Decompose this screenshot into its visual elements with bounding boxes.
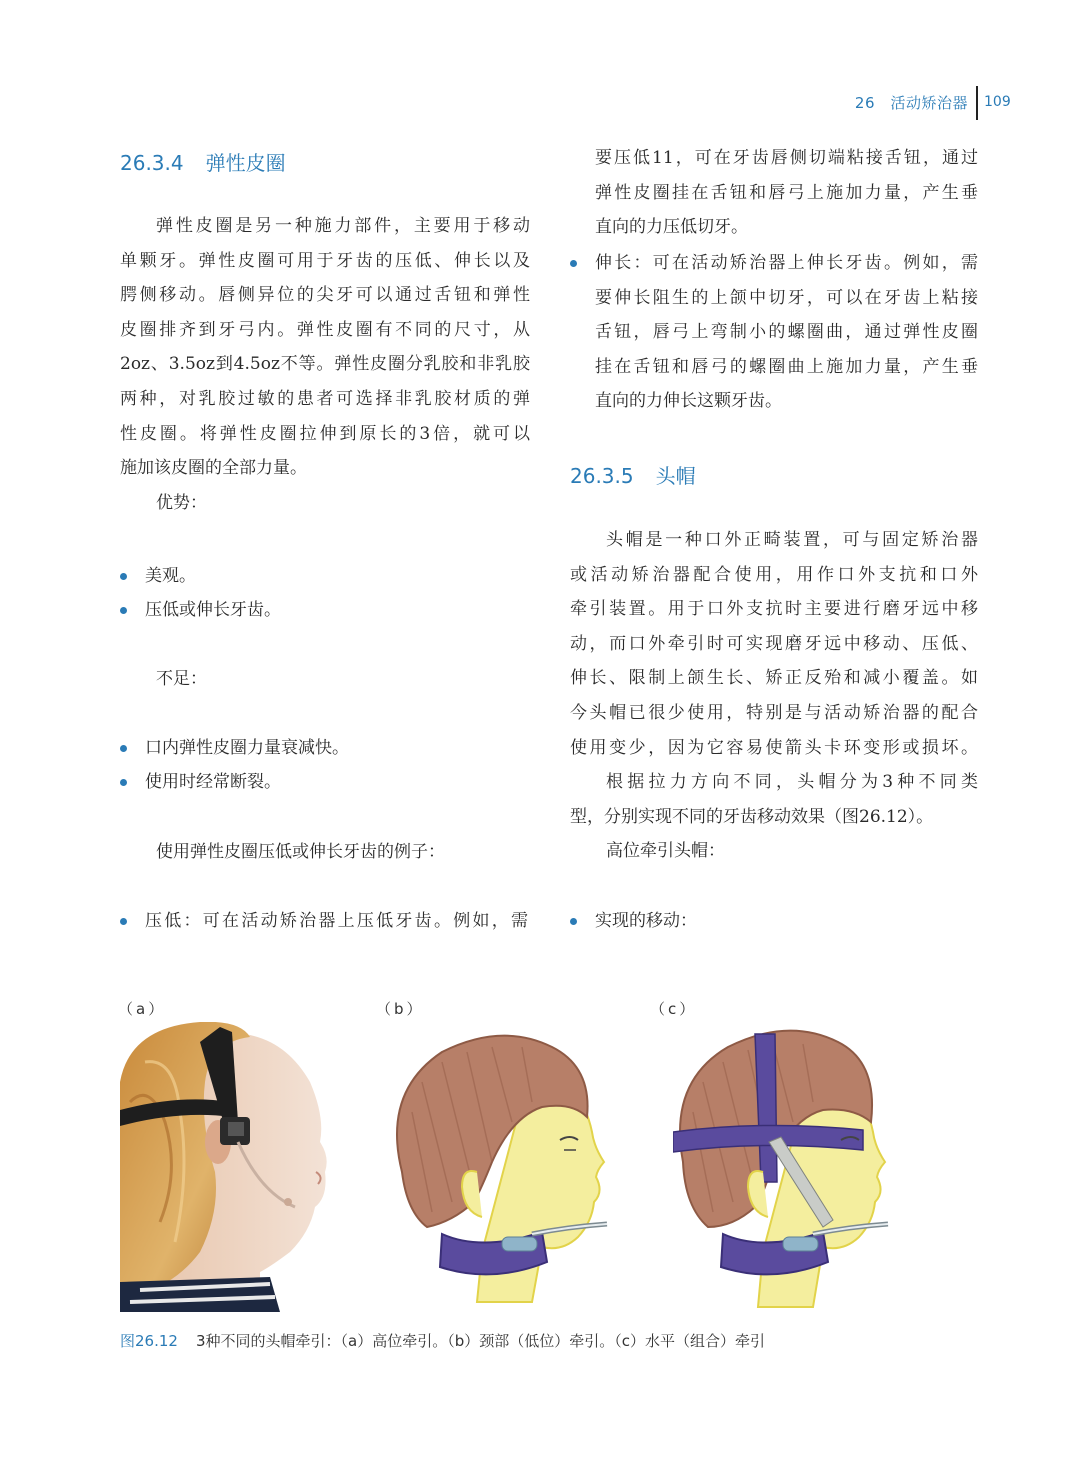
text-line: 直向的力压低切牙。 xyxy=(595,217,748,238)
headgear-paragraph xyxy=(570,523,978,869)
figure-caption xyxy=(120,1330,765,1351)
figure-panel-a xyxy=(120,1022,335,1312)
figure-caption-text: 3种不同的头帽牵引：（a）高位牵引。（b）颈部（低位）牵引。（c）水平（组合）牵引 xyxy=(195,1332,765,1350)
text-line: 弹性皮圈是另一种施力部件，主要用于移动 xyxy=(156,216,530,236)
text-line: 型，分别实现不同的牙齿移动效果（图26.12）。 xyxy=(570,806,934,827)
figure-panel-c xyxy=(673,1022,903,1312)
text-line: 要伸长阻生的上颌中切牙，可以在牙齿上粘接 xyxy=(595,287,978,308)
section-heading-26-3-4 xyxy=(120,147,286,176)
advantage-item: 美观。 xyxy=(145,566,196,586)
text-line: 直向的力伸长这颗牙齿。 xyxy=(595,391,782,412)
figure-label-c: （c） xyxy=(650,1000,698,1018)
figure-number: 图26.12 xyxy=(120,1332,178,1350)
text-line: 今头帽已很少使用，特别是与活动矫治器的配合 xyxy=(570,702,978,723)
advantage-item: 压低或伸长牙齿。 xyxy=(145,600,281,620)
text-line: 挂在舌钮和唇弓的螺圈曲上施加力量，产生垂 xyxy=(595,356,978,377)
text-line: 牵引装置。用于口外支抗时主要进行磨牙远中移 xyxy=(570,599,978,620)
text-line: 或活动矫治器配合使用，用作口外支抗和口外 xyxy=(570,564,978,585)
figure-label-a: （a） xyxy=(118,1000,167,1018)
text-line: 两种，对乳胶过敏的患者可选择非乳胶材质的弹 xyxy=(120,388,530,409)
text-line: 2oz、3.5oz到4.5oz不等。弹性皮圈分乳胶和非乳胶 xyxy=(120,354,530,375)
bullet-dot xyxy=(120,607,127,614)
disadvantage-item: 使用时经常断裂。 xyxy=(145,772,281,792)
intrusion-bullet xyxy=(145,904,528,939)
text-line: 施加该皮圈的全部力量。 xyxy=(120,458,307,479)
bullet-dot xyxy=(120,745,127,752)
bullet-dot xyxy=(120,573,127,580)
text-line: 要压低11，可在牙齿唇侧切端粘接舌钮，通过 xyxy=(595,148,978,168)
text-line: 腭侧移动。唇侧异位的尖牙可以通过舌钮和弹性 xyxy=(120,285,530,306)
text-line: 单颗牙。弹性皮圈可用于牙齿的压低、伸长以及 xyxy=(120,250,530,271)
text-line: 性皮圈。将弹性皮圈拉伸到原长的3倍，就可以 xyxy=(120,423,530,444)
cervical-headgear-drawing xyxy=(382,1022,622,1312)
text-line: 动，而口外牵引时可实现磨牙远中移动、压低、 xyxy=(570,633,978,654)
elastic-paragraph xyxy=(120,209,530,520)
bullet-dot xyxy=(120,779,127,786)
text-line: 皮圈排齐到牙弓内。弹性皮圈有不同的尺寸，从 xyxy=(120,319,530,340)
text-line: 压低：可在活动矫治器上压低牙齿。例如，需 xyxy=(145,911,528,931)
text-line: 根据拉力方向不同，头帽分为3种不同类 xyxy=(606,772,978,793)
section-number: 26.3.4 xyxy=(120,151,184,175)
text-line: 使用变少，因为它容易使箭头卡环变形或损坏。 xyxy=(570,737,978,758)
disadvantages-label: 不足： xyxy=(156,669,207,689)
section-title: 弹性皮圈 xyxy=(205,151,286,175)
example-intro: 使用弹性皮圈压低或伸长牙齿的例子： xyxy=(156,842,445,862)
section-title: 头帽 xyxy=(655,464,696,488)
running-header-divider xyxy=(976,86,978,120)
intrusion-continuation xyxy=(595,141,978,245)
figure-label-b: （b） xyxy=(376,1000,425,1018)
section-heading-26-3-5 xyxy=(570,460,696,489)
movement-bullet: 实现的移动： xyxy=(595,911,697,931)
text-line: 伸长：可在活动矫治器上伸长牙齿。例如，需 xyxy=(595,253,978,273)
high-pull-label: 高位牵引头帽： xyxy=(606,841,725,862)
text-line: 伸长、限制上颌生长、矫正反殆和减小覆盖。如 xyxy=(570,668,978,689)
section-number: 26.3.5 xyxy=(570,464,634,488)
text-line: 弹性皮圈挂在舌钮和唇弓上施加力量，产生垂 xyxy=(595,182,978,203)
running-header-chapter: 26 活动矫治器 xyxy=(854,94,968,112)
text-line: 头帽是一种口外正畸装置，可与固定矫治器 xyxy=(606,530,978,550)
bullet-dot xyxy=(120,918,127,925)
disadvantage-item: 口内弹性皮圈力量衰减快。 xyxy=(145,738,349,758)
page-number: 109 xyxy=(984,94,1011,110)
combination-headgear-drawing xyxy=(673,1022,903,1312)
bullet-dot xyxy=(570,260,577,267)
extrusion-bullet xyxy=(595,246,978,419)
bullet-dot xyxy=(570,918,577,925)
high-pull-headgear-photo xyxy=(120,1022,335,1312)
advantages-label: 优势： xyxy=(156,492,207,513)
text-line: 舌钮，唇弓上弯制小的螺圈曲，通过弹性皮圈 xyxy=(595,322,978,343)
figure-panel-b xyxy=(382,1022,622,1312)
